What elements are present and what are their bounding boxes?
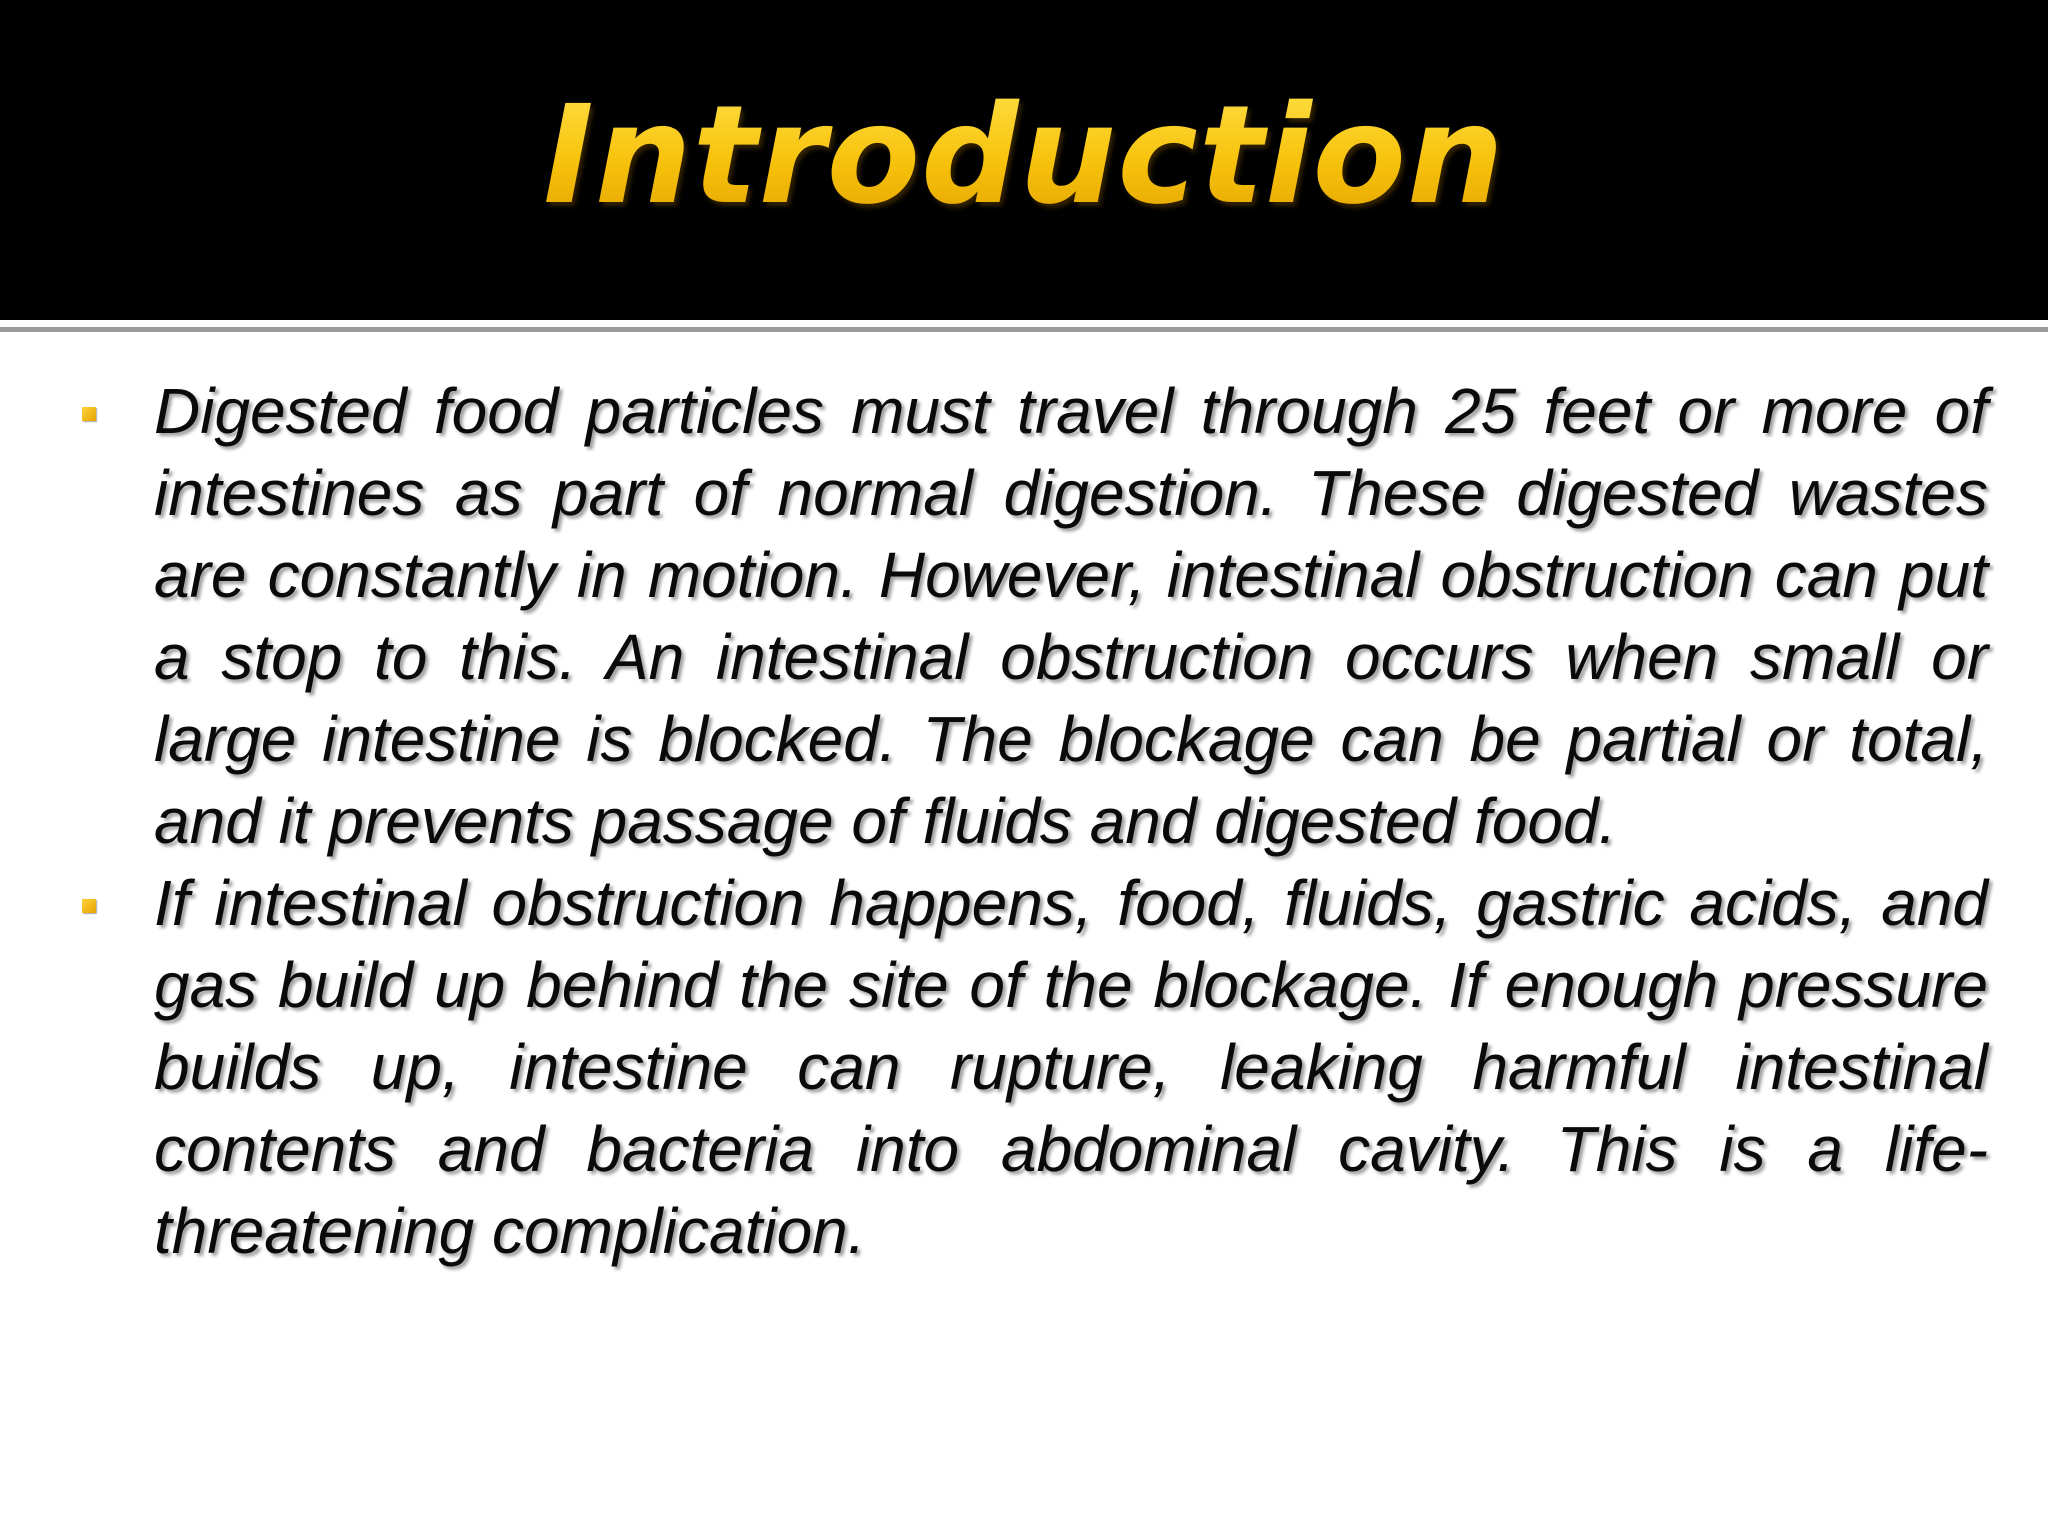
bullet-text: If intestinal obstruction happens, food, fluids, gastric acids, and gas build up behind the site of the blockage. If enough pressure builds up, intestine can rupture, leaking harmful intestinal contents and bacteria into abdominal cavity. This is a life-threatening complication.: [154, 867, 1988, 1267]
title-divider-light: [0, 320, 2048, 327]
square-bullet-icon: [82, 407, 96, 421]
bullet-text: Digested food particles must travel through 25 feet or more of intestines as part of normal digestion. These digested wastes are constantly in motion. However, intestinal obstruction can put a stop to this. An intestinal obstruction occurs when small or large intestine is blocked. The blockage can be partial or total, and it prevents passage of fluids and digested food.: [154, 375, 1988, 857]
square-bullet-icon: [82, 899, 96, 913]
title-divider: [0, 327, 2048, 332]
slide-title: Introduction: [543, 77, 1505, 235]
title-bar: [0, 0, 2048, 320]
bullet-list: [78, 370, 1988, 1272]
bullet-item-obstruction-complication: [78, 862, 1988, 1272]
bullet-item-obstruction-overview: [78, 370, 1988, 862]
